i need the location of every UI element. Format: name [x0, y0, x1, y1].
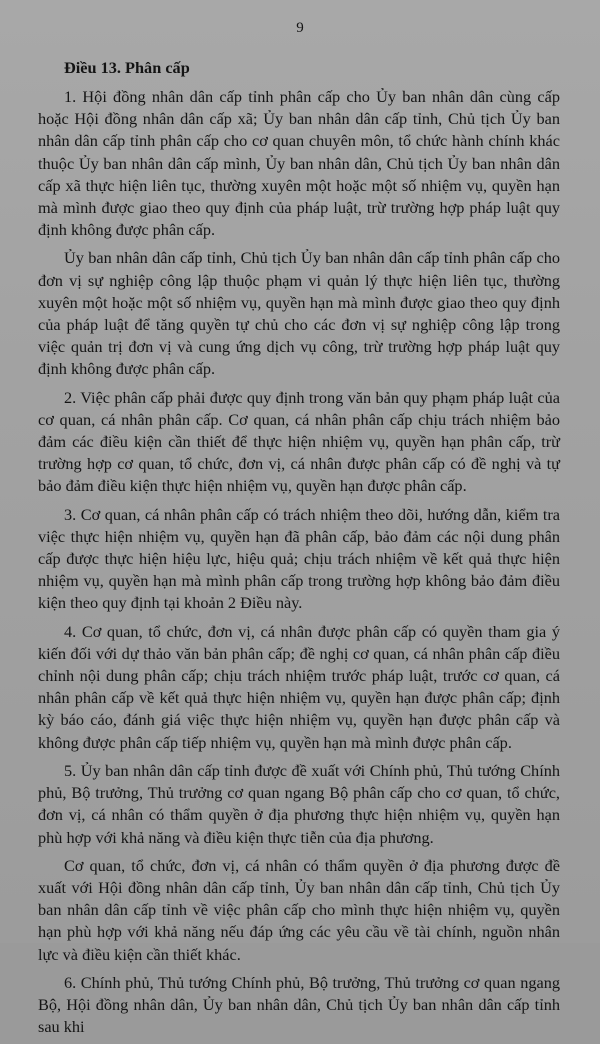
- paragraph-clause-3: 3. Cơ quan, cá nhân phân cấp có trách nhiệm theo dõi, hướng dẫn, kiểm tra việc thực hiện nhiệm vụ, quyền hạn đã phân cấp, bảo đảm các nội dung phân cấp được thực hiện hiệu lực, hiệu quả; chịu trách nhiệm về kết quả thực hiện nhiệm vụ, quyền hạn mà mình phân cấp trong trường hợp không bảo đảm điều kiện theo quy định tại khoản 2 Điều này.: [38, 504, 560, 613]
- article-title: Điều 13. Phân cấp: [64, 58, 190, 77]
- paragraph-clause-1: 1. Hội đồng nhân dân cấp tỉnh phân cấp cho Ủy ban nhân dân cùng cấp hoặc Hội đồng nhân dân cấp xã; Ủy ban nhân dân cấp tỉnh, Chủ tịch Ủy ban nhân dân cấp tỉnh phân cấp cho cơ quan chuyên môn, tổ chức hành chính khác thuộc Ủy ban nhân dân cấp mình, Ủy ban nhân dân, Chủ tịch Ủy ban nhân dân cấp xã thực hiện liên tục, thường xuyên một hoặc một số nhiệm vụ, quyền hạn mà mình được giao theo quy định của pháp luật, trừ trường hợp pháp luật quy định không được phân cấp.: [38, 87, 560, 240]
- paragraph-clause-6: 6. Chính phủ, Thủ tướng Chính phủ, Bộ trưởng, Thủ trưởng cơ quan ngang Bộ, Hội đồng nhân dân, Ủy ban nhân dân, Chủ tịch Ủy ban nhân dân cấp tỉnh sau khi: [38, 972, 560, 1037]
- page-number: 9: [296, 20, 304, 36]
- page-content: [38, 57, 560, 1044]
- paragraph-clause-2: 2. Việc phân cấp phải được quy định trong văn bản quy phạm pháp luật của cơ quan, cá nhân phân cấp. Cơ quan, cá nhân phân cấp chịu trách nhiệm bảo đảm các điều kiện cần thiết để thực hiện nhiệm vụ, quyền hạn phân cấp, trừ trường hợp cơ quan, tổ chức, đơn vị, cá nhân được phân cấp có đề nghị và tự bảo đảm điều kiện thực hiện nhiệm vụ, quyền hạn được phân cấp.: [38, 387, 560, 496]
- paragraph-clause-1-provincial: Ủy ban nhân dân cấp tỉnh, Chủ tịch Ủy ban nhân dân cấp tỉnh phân cấp cho đơn vị sự nghiệp công lập thuộc phạm vi quản lý thực hiện liên tục, thường xuyên một hoặc một số nhiệm vụ, quyền hạn mà mình được giao theo quy định của pháp luật để tăng quyền tự chủ cho các đơn vị sự nghiệp công lập trong việc quản trị đơn vị và cung ứng dịch vụ công, trừ trường hợp pháp luật quy định không được phân cấp.: [38, 248, 560, 379]
- paragraph-clause-5-local: Cơ quan, tổ chức, đơn vị, cá nhân có thẩm quyền ở địa phương được đề xuất với Hội đồng nhân dân cấp tỉnh, Ủy ban nhân dân cấp tỉnh, Chủ tịch Ủy ban nhân dân cấp tỉnh về việc phân cấp cho mình thực hiện nhiệm vụ, quyền hạn phù hợp với khả năng nếu đáp ứng các yêu cầu về tài chính, nguồn nhân lực và điều kiện cần thiết khác.: [38, 855, 560, 964]
- paragraph-clause-5: 5. Ủy ban nhân dân cấp tỉnh được đề xuất với Chính phủ, Thủ tướng Chính phủ, Bộ trưởng, Thủ trưởng cơ quan ngang Bộ phân cấp cho cơ quan, tổ chức, đơn vị, cá nhân có thẩm quyền ở địa phương thực hiện nhiệm vụ, quyền hạn phù hợp với khả năng và điều kiện thực tiễn của địa phương.: [38, 760, 560, 847]
- paragraph-clause-4: 4. Cơ quan, tổ chức, đơn vị, cá nhân được phân cấp có quyền tham gia ý kiến đối với dự thảo văn bản phân cấp; đề nghị cơ quan, cá nhân phân cấp điều chỉnh nội dung phân cấp; chịu trách nhiệm trước pháp luật, trước cơ quan, cá nhân phân cấp về kết quả thực hiện nhiệm vụ, quyền hạn được phân cấp; định kỳ báo cáo, đánh giá việc thực hiện nhiệm vụ, quyền hạn được phân cấp và không được phân cấp tiếp nhiệm vụ, quyền hạn mà mình được phân cấp.: [38, 621, 560, 752]
